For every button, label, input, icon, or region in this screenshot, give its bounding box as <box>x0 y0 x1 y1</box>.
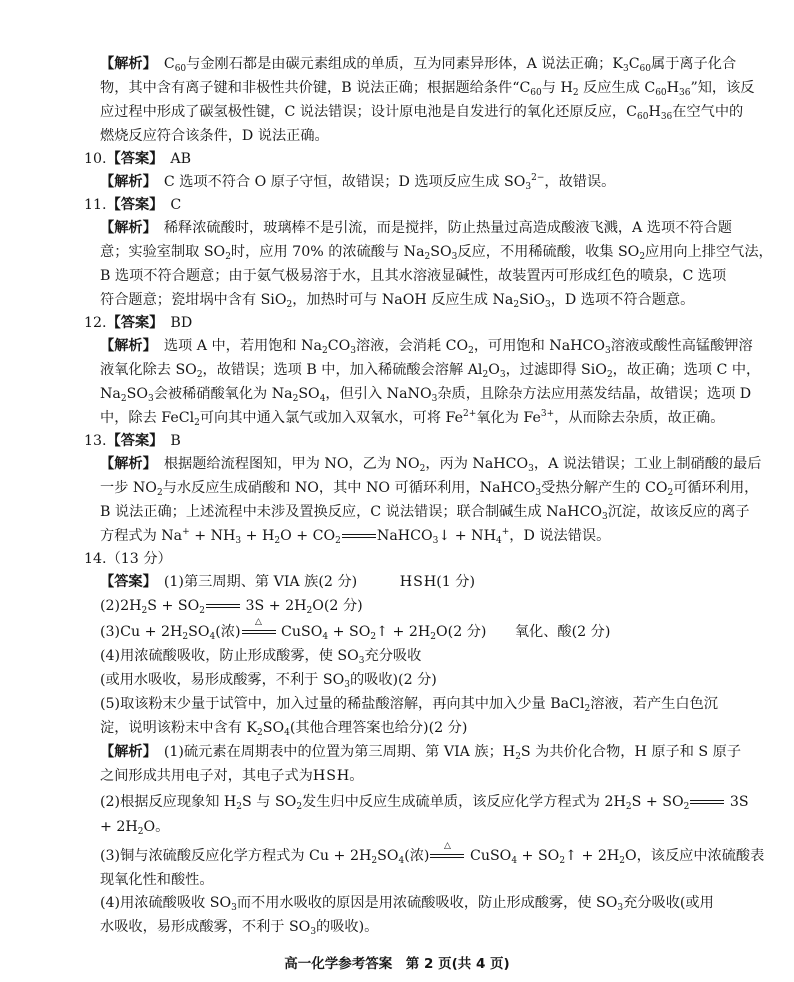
text-line: 一步 $NO_2$与水反应生成硝酸和 NO，其中 NO 可循环利用，NaHCO$_3$受热分解产生的 $CO_2$可循环利用， <box>100 480 759 498</box>
text-line: (或用水吸收，易形成酸雾，不利于 $SO_3$的吸收)(2 分) <box>100 672 437 690</box>
text-line: 水吸收，易形成酸雾，不利于 $SO_3$的吸收)。 <box>100 919 379 937</box>
text-line: 11.【答案】 C <box>84 197 182 213</box>
text-line: 物，其中含有离子键和非极性共价键，B 说法正确；根据题给条件“$C_{60}$与 $H_2$ 反应生成 $C_{60}H_{36}$”知，该反 <box>100 80 755 98</box>
text-line: (3)铜与浓硫酸反应化学方程式为 $Cu + 2H_2SO_4$(浓) △ CuSO$_4$ + $SO_2↑ + 2H_2O$，该反应中浓硫酸表 <box>100 841 765 866</box>
text-line: (4)用浓硫酸吸收 $SO_3$而不用水吸收的原因是用浓硫酸吸收，防止形成酸雾，使 $SO_3$充分吸收(或用 <box>100 895 714 913</box>
text-line: 液氧化除去 $SO_2$，故错误；选项 B 中，加入稀硫酸会溶解 $Al_2O_3$，过滤即得 SiO$_2$，故正确；选项 C 中， <box>100 362 761 380</box>
text-line: 【答案】 (1)第三周期、第 VIA 族(2 分) H: S :H(1 分) <box>100 572 475 592</box>
text-line: B 选项不符合题意；由于氨气极易溶于水，且其水溶液显碱性，故装置丙可形成红色的喷泉，C 选项 <box>100 268 727 284</box>
text-line: 【解析】 (1)硫元素在周期表中的位置为第三周期、第 VIA 族；$H_2S$ 为共价化合物，H 原子和 S 原子 <box>100 744 742 762</box>
text-line: 【解析】 根据题给流程图知，甲为 NO，乙为 $NO_2$，丙为 NaHCO$_3$，A 说法错误；工业上制硝酸的最后 <box>100 456 762 474</box>
text-line: 应过程中形成了碳氢极性键，C 说法错误；设计原电池是自发进行的氧化还原反应，$C_{60}H_{36}$在空气中的 <box>100 104 744 122</box>
text-line: 14.（13 分） <box>84 551 172 567</box>
text-line: 意；实验室制取 $SO_2$时，应用 70% 的浓硫酸与 $Na_2SO_3$反应，不用稀硫酸，收集 $SO_2$应用向上排空气法， <box>100 244 773 262</box>
text-line: $Na_2SO_3$会被稀硝酸氧化为 $Na_2SO_4$，但引入 NaNO$_3$杂质，且除杂方法应用蒸发结晶，故错误；选项 D <box>100 386 752 404</box>
text-line: B 说法正确；上述流程中未涉及置换反应，C 说法错误；联合制碱生成 NaHCO$_3$沉淀，故该反应的离子 <box>100 504 750 522</box>
text-line: 12.【答案】 BD <box>84 315 193 331</box>
text-line: 10.【答案】 AB <box>84 151 192 167</box>
text-line: 【解析】 $C_{60}$与金刚石都是由碳元素组成的单质，互为同素异形体，A 说法正确；$K_3C_{60}$属于离子化合 <box>100 56 737 74</box>
text-line: 13.【答案】 B <box>84 433 181 449</box>
page-footer: 高一化学参考答案 第 2 页(共 4 页) <box>284 956 510 972</box>
text-line: 淀，说明该粉末中含有 $K_2SO_4$(其他合理答案也给分)(2 分) <box>100 720 468 738</box>
text-line: (4)用浓硫酸吸收，防止形成酸雾，使 $SO_3$充分吸收 <box>100 648 422 666</box>
text-line: 【解析】 稀释浓硫酸时，玻璃棒不是引流，而是搅拌，防止热量过高造成酸液飞溅，A 选项不符合题 <box>100 220 732 236</box>
text-line: (2)根据反应现象知 $H_2S$ 与 $SO_2$发生归中反应生成硫单质，该反应化学方程式为 $2H_2S + SO_2$ 3S <box>100 794 749 812</box>
text-line: 【解析】 C 选项不符合 O 原子守恒，故错误；D 选项反应生成 $SO_3^{2-}$，故错误。 <box>100 173 616 192</box>
text-line: 方程式为 $Na^+ + NH_3 + H_2O + CO_2$ NaHCO$_3$↓ + $NH_4^+$，D 说法错误。 <box>100 527 611 546</box>
text-line: $(2)2H_2S + SO_2$ $3S + 2H_2O(2$ 分) <box>100 598 363 616</box>
text-line: 之间形成共用电子对，其电子式为H: S :H。 <box>100 766 363 786</box>
text-line: 【解析】 选项 A 中，若用饱和 $Na_2CO_3$溶液，会消耗 $CO_2$，可用饱和 NaHCO$_3$溶液或酸性高锰酸钾溶 <box>100 338 753 356</box>
text-line: 符合题意；瓷坩埚中含有 SiO$_2$，加热时可与 NaOH 反应生成 $Na_2SiO_3$，D 选项不符合题意。 <box>100 292 695 310</box>
text-line: $(3)Cu + 2H_2SO_4$(浓) △ CuSO$_4$ + $SO_2↑ + 2H_2O(2$ 分) 氧化、酸(2 分) <box>100 617 611 642</box>
text-line: 中，除去 FeCl$_2$可向其中通入氯气或加入双氧水，可将 $Fe^{2+}$氧化为 $Fe^{3+}$，从而除去杂质，故正确。 <box>100 409 725 428</box>
text-line: (5)取该粉末少量于试管中，加入过量的稀盐酸溶解，再向其中加入少量 BaCl$_2$溶液，若产生白色沉 <box>100 696 718 714</box>
text-line: 燃烧反应符合该条件，D 说法正确。 <box>100 128 329 144</box>
text-line: 现氧化性和酸性。 <box>100 872 214 888</box>
text-line: + $2H_2O$。 <box>100 819 170 837</box>
